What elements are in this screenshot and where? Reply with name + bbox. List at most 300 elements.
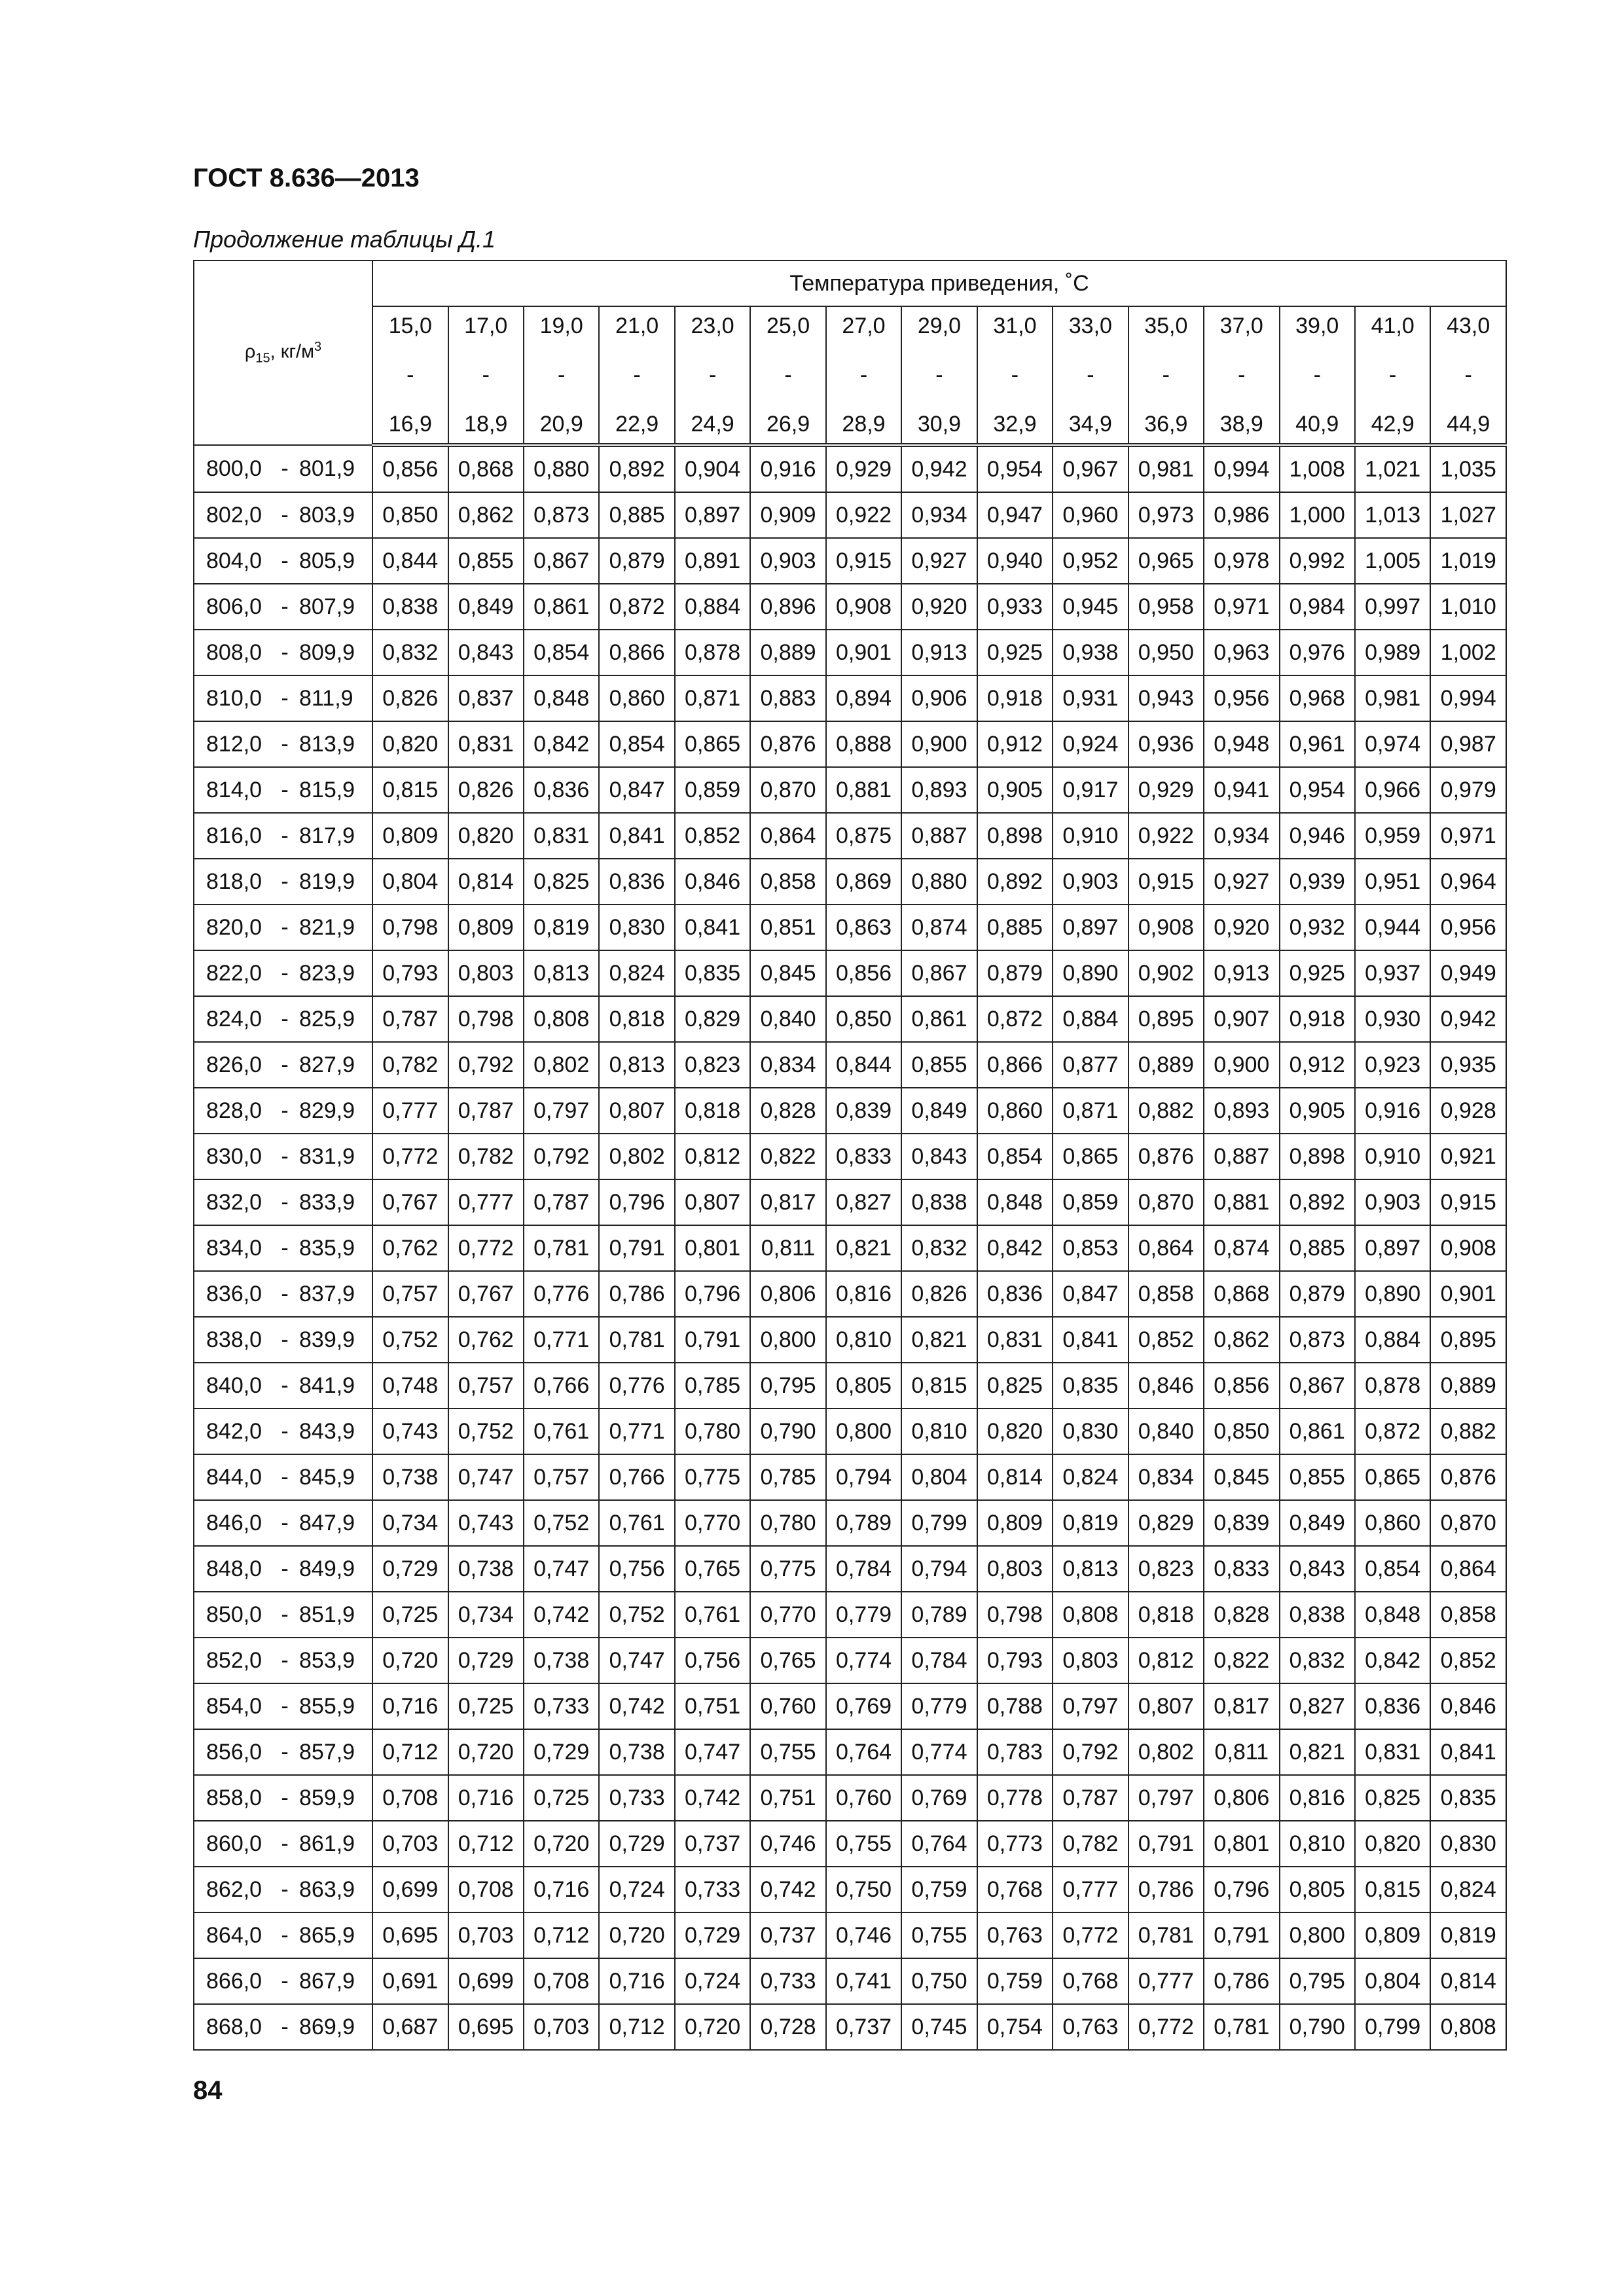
column-header-range <box>599 306 674 445</box>
row-range-separator: - <box>281 823 289 848</box>
table-cell: 0,747 <box>448 1454 524 1500</box>
table-row <box>194 859 1506 905</box>
row-density-range <box>194 1271 372 1317</box>
table-cell: 0,840 <box>1128 1408 1204 1454</box>
table-cell: 0,860 <box>977 1088 1053 1134</box>
header-row-ranges <box>194 306 1506 445</box>
table-cell: 0,885 <box>1280 1225 1355 1271</box>
table-cell: 0,871 <box>675 675 750 721</box>
table-cell: 0,865 <box>1053 1134 1128 1179</box>
table-cell: 0,781 <box>1128 1912 1204 1958</box>
table-cell: 0,831 <box>524 813 599 859</box>
table-cell: 0,827 <box>1280 1683 1355 1729</box>
table-cell: 0,763 <box>1053 2004 1128 2050</box>
table-cell: 0,876 <box>1128 1134 1204 1179</box>
table-cell: 0,757 <box>524 1454 599 1500</box>
table-cell: 0,921 <box>1430 1134 1506 1179</box>
table-cell: 0,831 <box>977 1317 1053 1363</box>
table-cell: 0,867 <box>901 950 977 996</box>
table-cell: 0,878 <box>1355 1363 1430 1408</box>
table-cell: 0,777 <box>372 1088 448 1134</box>
table-cell: 0,747 <box>524 1546 599 1592</box>
row-density-range <box>194 950 372 996</box>
table-cell: 1,002 <box>1430 630 1506 675</box>
table-cell: 0,843 <box>1280 1546 1355 1592</box>
table-row <box>194 1958 1506 2004</box>
table-cell: 0,958 <box>1128 584 1204 630</box>
table-cell: 0,910 <box>1053 813 1128 859</box>
table-cell: 0,908 <box>826 584 901 630</box>
table-cell: 0,791 <box>675 1317 750 1363</box>
column-range-separator: - <box>708 363 717 387</box>
table-cell: 0,785 <box>750 1454 825 1500</box>
table-cell: 0,720 <box>599 1912 674 1958</box>
row-range-to: 815,9 <box>299 777 355 802</box>
page-number: 84 <box>193 2076 223 2105</box>
column-range-to: 32,9 <box>993 412 1037 437</box>
row-density-range <box>194 1134 372 1179</box>
table-cell: 0,948 <box>1204 721 1279 767</box>
table-cell: 0,871 <box>1053 1088 1128 1134</box>
table-cell: 1,010 <box>1430 584 1506 630</box>
table-cell: 0,720 <box>675 2004 750 2050</box>
table-cell: 0,769 <box>826 1683 901 1729</box>
table-cell: 0,785 <box>675 1363 750 1408</box>
table-cell: 0,822 <box>750 1134 825 1179</box>
table-cell: 0,989 <box>1355 630 1430 675</box>
table-cell: 0,712 <box>372 1729 448 1775</box>
table-cell: 0,890 <box>1355 1271 1430 1317</box>
table-cell: 0,816 <box>1280 1775 1355 1821</box>
table-cell: 0,808 <box>1430 2004 1506 2050</box>
table-row <box>194 905 1506 950</box>
table-cell: 0,742 <box>675 1775 750 1821</box>
table-cell: 0,922 <box>826 492 901 538</box>
table-cell: 0,839 <box>1204 1500 1279 1546</box>
row-range-separator: - <box>281 639 289 665</box>
table-cell: 0,772 <box>448 1225 524 1271</box>
table-cell: 0,858 <box>1128 1271 1204 1317</box>
table-cell: 0,712 <box>599 2004 674 2050</box>
row-range-from: 850,0 <box>206 1602 262 1627</box>
row-range-to: 803,9 <box>299 502 355 528</box>
row-range-from: 848,0 <box>206 1556 262 1581</box>
table-cell: 0,942 <box>901 445 977 492</box>
table-cell: 0,791 <box>1128 1821 1204 1867</box>
table-cell: 1,013 <box>1355 492 1430 538</box>
row-range-separator: - <box>281 777 289 802</box>
column-range-from: 27,0 <box>842 314 886 338</box>
table-row <box>194 1408 1506 1454</box>
table-cell: 0,778 <box>977 1775 1053 1821</box>
table-cell: 0,956 <box>1430 905 1506 950</box>
table-cell: 0,728 <box>750 2004 825 2050</box>
table-cell: 0,836 <box>524 767 599 813</box>
table-cell: 0,820 <box>1355 1821 1430 1867</box>
column-range-separator: - <box>935 363 943 387</box>
column-range-separator: - <box>1238 363 1246 387</box>
row-range-to: 843,9 <box>299 1418 355 1444</box>
table-cell: 0,765 <box>750 1638 825 1683</box>
row-density-range <box>194 1546 372 1592</box>
row-range-to: 851,9 <box>299 1602 355 1627</box>
table-cell: 0,883 <box>750 675 825 721</box>
table-cell: 0,873 <box>524 492 599 538</box>
table-cell: 0,806 <box>1204 1775 1279 1821</box>
table-cell: 0,724 <box>599 1867 674 1912</box>
table-row <box>194 1867 1506 1912</box>
document-id: ГОСТ 8.636—2013 <box>193 164 420 192</box>
row-range-to: 859,9 <box>299 1785 355 1810</box>
row-density-range <box>194 445 372 492</box>
column-range-separator: - <box>1162 363 1170 387</box>
table-cell: 0,752 <box>448 1408 524 1454</box>
table-cell: 0,738 <box>372 1454 448 1500</box>
table-cell: 0,752 <box>372 1317 448 1363</box>
table-cell: 0,902 <box>1128 950 1204 996</box>
row-range-separator: - <box>281 456 289 481</box>
table-cell: 0,935 <box>1430 1042 1506 1088</box>
table-cell: 0,800 <box>750 1317 825 1363</box>
table-cell: 0,861 <box>524 584 599 630</box>
row-density-range <box>194 1179 372 1225</box>
row-range-from: 828,0 <box>206 1098 262 1123</box>
table-cell: 0,896 <box>750 584 825 630</box>
row-range-to: 855,9 <box>299 1693 355 1719</box>
row-density-range <box>194 1454 372 1500</box>
row-density-range <box>194 813 372 859</box>
table-cell: 0,789 <box>826 1500 901 1546</box>
row-range-separator: - <box>281 1235 289 1261</box>
table-cell: 0,729 <box>675 1912 750 1958</box>
table-cell: 0,734 <box>448 1592 524 1638</box>
column-range-from: 15,0 <box>388 314 432 338</box>
row-range-separator: - <box>281 1510 289 1535</box>
table-cell: 0,737 <box>675 1821 750 1867</box>
table-cell: 0,762 <box>448 1317 524 1363</box>
table-cell: 0,944 <box>1355 905 1430 950</box>
table-cell: 0,840 <box>750 996 825 1042</box>
table-cell: 0,804 <box>901 1454 977 1500</box>
table-cell: 0,720 <box>448 1729 524 1775</box>
table-row <box>194 538 1506 584</box>
table-cell: 0,852 <box>1430 1638 1506 1683</box>
table-cell: 0,981 <box>1128 445 1204 492</box>
row-density-range <box>194 1088 372 1134</box>
table-cell: 0,869 <box>826 859 901 905</box>
table-cell: 0,830 <box>1053 1408 1128 1454</box>
row-range-from: 868,0 <box>206 2014 262 2039</box>
table-cell: 0,738 <box>448 1546 524 1592</box>
table-cell: 0,892 <box>1280 1179 1355 1225</box>
table-cell: 0,746 <box>750 1821 825 1867</box>
column-header-range <box>826 306 901 445</box>
table-row <box>194 721 1506 767</box>
table-cell: 0,829 <box>1128 1500 1204 1546</box>
column-range-separator: - <box>1464 363 1472 387</box>
table-cell: 0,772 <box>1128 2004 1204 2050</box>
table-row <box>194 445 1506 492</box>
table-cell: 0,737 <box>826 2004 901 2050</box>
column-range-separator: - <box>558 363 566 387</box>
table-cell: 0,809 <box>448 905 524 950</box>
table-cell: 0,923 <box>1355 1042 1430 1088</box>
table-cell: 0,752 <box>524 1500 599 1546</box>
table-cell: 0,772 <box>1053 1912 1128 1958</box>
table-cell: 0,954 <box>1280 767 1355 813</box>
column-range-separator: - <box>633 363 641 387</box>
table-cell: 0,808 <box>524 996 599 1042</box>
header-row-temperature <box>194 260 1506 306</box>
row-range-to: 817,9 <box>299 823 355 848</box>
table-cell: 0,789 <box>901 1592 977 1638</box>
row-range-from: 834,0 <box>206 1235 262 1261</box>
table-cell: 0,885 <box>599 492 674 538</box>
table-cell: 0,770 <box>675 1500 750 1546</box>
table-cell: 0,884 <box>1053 996 1128 1042</box>
column-header-range <box>675 306 750 445</box>
table-cell: 0,734 <box>372 1500 448 1546</box>
row-range-to: 813,9 <box>299 731 355 757</box>
table-cell: 0,703 <box>372 1821 448 1867</box>
table-cell: 0,746 <box>826 1912 901 1958</box>
table-cell: 0,780 <box>675 1408 750 1454</box>
table-cell: 1,021 <box>1355 445 1430 492</box>
table-cell: 0,868 <box>448 445 524 492</box>
table-cell: 0,759 <box>977 1958 1053 2004</box>
table-cell: 0,881 <box>1204 1179 1279 1225</box>
row-range-to: 857,9 <box>299 1739 355 1765</box>
table-cell: 0,699 <box>372 1867 448 1912</box>
row-density-range <box>194 538 372 584</box>
table-cell: 0,775 <box>675 1454 750 1500</box>
row-range-separator: - <box>281 1785 289 1810</box>
table-cell: 0,939 <box>1280 859 1355 905</box>
column-range-to: 40,9 <box>1295 412 1339 437</box>
column-range-to: 36,9 <box>1144 412 1188 437</box>
table-cell: 0,842 <box>977 1225 1053 1271</box>
table-cell: 0,822 <box>1204 1638 1279 1683</box>
table-cell: 0,798 <box>448 996 524 1042</box>
row-range-separator: - <box>281 914 289 940</box>
table-cell: 1,027 <box>1430 492 1506 538</box>
table-cell: 0,851 <box>750 905 825 950</box>
table-cell: 0,859 <box>1053 1179 1128 1225</box>
column-header-range <box>1355 306 1430 445</box>
table-cell: 0,866 <box>599 630 674 675</box>
table-cell: 0,833 <box>1204 1546 1279 1592</box>
table-cell: 0,811 <box>750 1225 825 1271</box>
row-density-range <box>194 1592 372 1638</box>
row-range-separator: - <box>281 1464 289 1490</box>
table-cell: 0,987 <box>1430 721 1506 767</box>
table-cell: 0,764 <box>826 1729 901 1775</box>
table-cell: 0,814 <box>448 859 524 905</box>
table-cell: 0,782 <box>372 1042 448 1088</box>
row-density-range <box>194 2004 372 2050</box>
table-cell: 0,903 <box>1355 1179 1430 1225</box>
table-row <box>194 813 1506 859</box>
row-range-separator: - <box>281 594 289 619</box>
row-range-separator: - <box>281 869 289 894</box>
table-cell: 0,837 <box>448 675 524 721</box>
row-range-from: 830,0 <box>206 1143 262 1169</box>
table-cell: 0,812 <box>1128 1638 1204 1683</box>
table-cell: 0,876 <box>1430 1454 1506 1500</box>
table-cell: 0,905 <box>977 767 1053 813</box>
table-row <box>194 1454 1506 1500</box>
table-cell: 0,860 <box>599 675 674 721</box>
table-cell: 0,865 <box>1355 1454 1430 1500</box>
table-cell: 0,691 <box>372 1958 448 2004</box>
table-cell: 0,762 <box>372 1225 448 1271</box>
table-cell: 0,908 <box>1128 905 1204 950</box>
table-cell: 0,708 <box>448 1867 524 1912</box>
table-cell: 0,930 <box>1355 996 1430 1042</box>
table-cell: 0,787 <box>372 996 448 1042</box>
table-cell: 0,925 <box>977 630 1053 675</box>
table-cell: 0,768 <box>977 1867 1053 1912</box>
row-range-to: 837,9 <box>299 1281 355 1306</box>
row-range-to: 847,9 <box>299 1510 355 1535</box>
row-range-separator: - <box>281 1647 289 1673</box>
table-cell: 0,854 <box>599 721 674 767</box>
row-density-range <box>194 675 372 721</box>
table-cell: 0,976 <box>1280 630 1355 675</box>
table-cell: 0,794 <box>901 1546 977 1592</box>
table-cell: 0,968 <box>1280 675 1355 721</box>
column-range-from: 29,0 <box>917 314 962 338</box>
row-range-from: 808,0 <box>206 639 262 665</box>
table-cell: 0,870 <box>1128 1179 1204 1225</box>
table-row <box>194 1134 1506 1179</box>
row-range-from: 866,0 <box>206 1968 262 1994</box>
table-cell: 0,961 <box>1280 721 1355 767</box>
table-cell: 0,897 <box>1053 905 1128 950</box>
table-cell: 0,858 <box>1430 1592 1506 1638</box>
column-range-from: 39,0 <box>1295 314 1339 338</box>
table-cell: 0,927 <box>901 538 977 584</box>
table-cell: 0,931 <box>1053 675 1128 721</box>
table-cell: 0,720 <box>372 1638 448 1683</box>
table-cell: 0,794 <box>826 1454 901 1500</box>
table-cell: 0,780 <box>750 1500 825 1546</box>
table-cell: 0,933 <box>977 584 1053 630</box>
table-cell: 0,909 <box>750 492 825 538</box>
table-cell: 0,971 <box>1204 584 1279 630</box>
table-cell: 0,792 <box>1053 1729 1128 1775</box>
row-range-to: 833,9 <box>299 1189 355 1215</box>
table-cell: 0,803 <box>448 950 524 996</box>
table-cell: 0,790 <box>750 1408 825 1454</box>
table-cell: 0,898 <box>1280 1134 1355 1179</box>
table-cell: 0,841 <box>599 813 674 859</box>
table-cell: 0,826 <box>901 1271 977 1317</box>
table-cell: 0,834 <box>750 1042 825 1088</box>
table-cell: 1,005 <box>1355 538 1430 584</box>
table-cell: 0,864 <box>750 813 825 859</box>
table-cell: 0,813 <box>599 1042 674 1088</box>
table-cell: 0,725 <box>524 1775 599 1821</box>
table-cell: 0,773 <box>977 1821 1053 1867</box>
table-row <box>194 1088 1506 1134</box>
table-cell: 0,804 <box>1355 1958 1430 2004</box>
table-cell: 0,895 <box>1430 1317 1506 1363</box>
column-range-to: 30,9 <box>917 412 962 437</box>
table-cell: 0,781 <box>599 1317 674 1363</box>
table-cell: 0,889 <box>1128 1042 1204 1088</box>
table-cell: 0,733 <box>750 1958 825 2004</box>
table-cell: 0,807 <box>675 1179 750 1225</box>
table-cell: 0,852 <box>1128 1317 1204 1363</box>
table-cell: 0,951 <box>1355 859 1430 905</box>
table-cell: 0,831 <box>1355 1729 1430 1775</box>
column-range-from: 43,0 <box>1447 314 1490 338</box>
column-range-separator: - <box>859 363 868 387</box>
table-cell: 0,846 <box>1430 1683 1506 1729</box>
table-cell: 0,934 <box>1204 813 1279 859</box>
table-cell: 0,888 <box>826 721 901 767</box>
table-cell: 0,819 <box>1053 1500 1128 1546</box>
table-cell: 0,872 <box>977 996 1053 1042</box>
row-range-from: 818,0 <box>206 869 262 894</box>
table-cell: 0,766 <box>599 1454 674 1500</box>
row-range-from: 822,0 <box>206 960 262 986</box>
table-cell: 0,824 <box>599 950 674 996</box>
table-row <box>194 584 1506 630</box>
table-cell: 0,915 <box>1430 1179 1506 1225</box>
table-cell: 0,695 <box>448 2004 524 2050</box>
table-cell: 0,912 <box>977 721 1053 767</box>
table-cell: 0,814 <box>977 1454 1053 1500</box>
table-cell: 0,932 <box>1280 905 1355 950</box>
column-range-from: 25,0 <box>766 314 810 338</box>
row-range-separator: - <box>281 1876 289 1902</box>
table-cell: 0,847 <box>1053 1271 1128 1317</box>
table-cell: 0,747 <box>599 1638 674 1683</box>
table-cell: 0,733 <box>675 1867 750 1912</box>
table-cell: 0,971 <box>1430 813 1506 859</box>
table-cell: 0,839 <box>826 1088 901 1134</box>
table-cell: 0,947 <box>977 492 1053 538</box>
table-cell: 0,836 <box>599 859 674 905</box>
table-cell: 0,878 <box>675 630 750 675</box>
table-cell: 0,877 <box>1053 1042 1128 1088</box>
table-cell: 0,802 <box>599 1134 674 1179</box>
table-cell: 0,782 <box>1053 1821 1128 1867</box>
table-cell: 0,781 <box>1204 2004 1279 2050</box>
table-cell: 0,738 <box>524 1638 599 1683</box>
table-cell: 0,856 <box>372 445 448 492</box>
table-cell: 0,849 <box>1280 1500 1355 1546</box>
row-range-separator: - <box>281 1372 289 1398</box>
table-cell: 0,760 <box>750 1683 825 1729</box>
table-cell: 0,755 <box>750 1729 825 1775</box>
table-cell: 0,880 <box>524 445 599 492</box>
table-cell: 0,798 <box>372 905 448 950</box>
table-cell: 0,929 <box>826 445 901 492</box>
table-cell: 0,821 <box>826 1225 901 1271</box>
table-cell: 0,757 <box>448 1363 524 1408</box>
table-cell: 0,800 <box>1280 1912 1355 1958</box>
row-range-to: 827,9 <box>299 1052 355 1077</box>
table-cell: 0,793 <box>977 1638 1053 1683</box>
table-cell: 0,946 <box>1280 813 1355 859</box>
column-range-separator: - <box>1313 363 1321 387</box>
row-range-to: 831,9 <box>299 1143 355 1169</box>
row-range-separator: - <box>281 960 289 986</box>
table-cell: 0,859 <box>675 767 750 813</box>
